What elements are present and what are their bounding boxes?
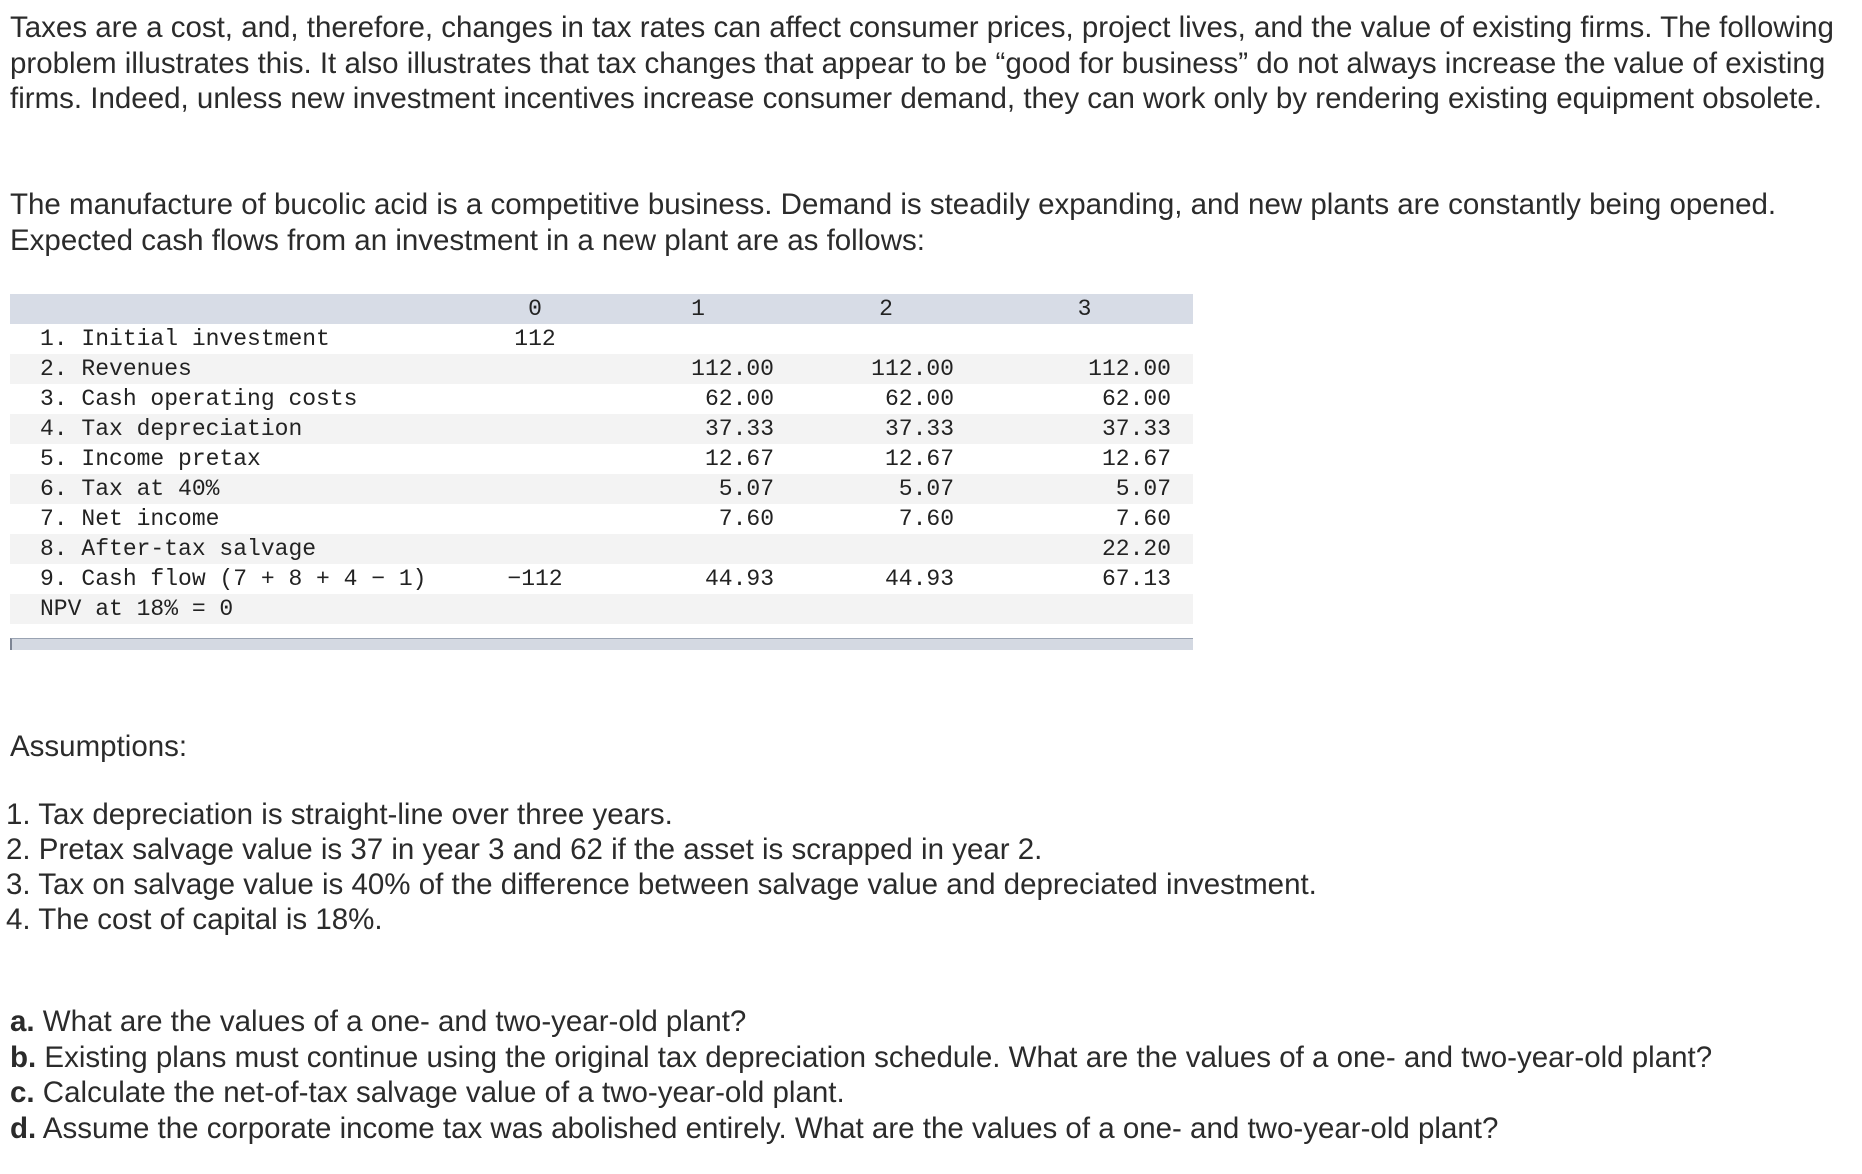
table-row [10,534,1193,564]
cell-year-2: 44.93 [884,566,954,592]
question-item [10,1111,1712,1147]
question-text: Existing plans must continue using the original tax depreciation schedule. What are the values of a one- and two-year-old plant? [36,1040,1713,1074]
assumption-item: 2. Pretax salvage value is 37 in year 3 and 62 if the asset is scrapped in year 2. [6,833,1043,866]
cell-year-2: 37.33 [884,416,954,442]
cash-flow-table-container [10,294,1193,650]
table-row [10,504,1193,534]
cell-year-3: 67.13 [1101,566,1171,592]
table-row [10,324,1193,354]
row-label: 9. Cash flow (7 + 8 + 4 − 1) [40,566,427,592]
cell-year-1 [600,534,796,564]
table-body [10,324,1193,624]
header-label [10,294,470,324]
cell-year-0 [470,414,600,444]
table-row [10,414,1193,444]
cell-year-0 [470,594,600,624]
cell-year-1: 62.00 [704,386,774,412]
question-text: Assume the corporate income tax was abolished entirely. What are the values of a one- and two-year-old plant? [36,1111,1499,1145]
question-letter: c. [10,1076,35,1109]
cell-year-3: 37.33 [1101,416,1171,442]
cell-year-1: 5.07 [718,476,774,502]
header-year-2: 2 [879,296,893,322]
row-label: 8. After-tax salvage [40,536,317,562]
row-label: 5. Income pretax [40,446,261,472]
question-letter: d. [10,1111,37,1145]
cell-year-2: 7.60 [898,506,954,532]
table-row [10,354,1193,384]
cell-year-2 [796,534,976,564]
question-letter: a. [10,1005,35,1038]
assumptions-heading: Assumptions: [10,730,188,763]
cell-year-1: 44.93 [704,566,774,592]
table-row [10,564,1193,594]
row-label: 4. Tax depreciation [40,416,303,442]
table-scrollbar[interactable] [10,638,1193,650]
cell-year-1 [600,324,796,354]
question-item [10,1075,1712,1111]
row-label: NPV at 18% = 0 [40,596,234,622]
intro-paragraph: Taxes are a cost, and, therefore, changes in tax rates can affect consumer prices, project lives, and the value of existing firms. The following problem illustrates this. It also illustrates that tax changes that appear to be “good for business” do not always increase the value of existing firms. Indeed, unless new investment incentives increase consumer demand, they can work only by rendering existing equipment obsolete. [10,11,1834,115]
cell-year-3: 112.00 [1088,356,1171,382]
cell-year-0 [470,534,600,564]
row-label: 2. Revenues [40,356,192,382]
cell-year-0: −112 [507,566,563,592]
question-text: What are the values of a one- and two-year-old plant? [34,1005,747,1038]
assumption-item: 4. The cost of capital is 18%. [6,903,383,936]
cell-year-3: 22.20 [1101,536,1171,562]
assumptions-list [6,797,1317,937]
row-label: 3. Cash operating costs [40,386,358,412]
cell-year-2: 62.00 [884,386,954,412]
cell-year-2 [796,324,976,354]
cell-year-2 [796,594,976,624]
assumption-item: 3. Tax on salvage value is 40% of the difference between salvage value and depreciated investment. [6,868,1317,901]
cell-year-3 [976,594,1193,624]
question-letter: b. [10,1040,37,1074]
table-row [10,384,1193,414]
assumption-item: 1. Tax depreciation is straight-line over three years. [6,798,673,831]
cell-year-0 [470,474,600,504]
cell-year-3: 5.07 [1115,476,1171,502]
row-label: 7. Net income [40,506,220,532]
row-label: 6. Tax at 40% [40,476,220,502]
cell-year-0 [470,354,600,384]
cell-year-2: 5.07 [898,476,954,502]
header-year-3: 3 [1077,296,1092,322]
header-year-0: 0 [528,296,542,322]
question-item [10,1004,1712,1040]
cell-year-1 [600,594,796,624]
cell-year-1: 7.60 [718,506,774,532]
cell-year-2: 12.67 [884,446,954,472]
cell-year-0 [470,444,600,474]
setup-paragraph: The manufacture of bucolic acid is a competitive business. Demand is steadily expanding, and new plants are constantly being opened. Expected cash flows from an investment in a new plant are as follows: [10,188,1777,257]
cell-year-3: 62.00 [1101,386,1171,412]
table-row [10,594,1193,624]
table-header-row [10,294,1193,324]
cell-year-1: 12.67 [704,446,774,472]
cell-year-0 [470,384,600,414]
question-item [10,1040,1712,1076]
cell-year-3: 7.60 [1115,506,1171,532]
questions-list [10,1004,1712,1146]
table-row [10,474,1193,504]
cell-year-2: 112.00 [871,356,954,382]
question-text: Calculate the net-of-tax salvage value of a two-year-old plant. [34,1076,845,1109]
cell-year-0: 112 [514,326,556,352]
header-year-1: 1 [691,296,705,322]
cell-year-0 [470,504,600,534]
cell-year-3: 12.67 [1101,446,1171,472]
cell-year-1: 112.00 [691,356,774,382]
row-label: 1. Initial investment [40,326,330,352]
cell-year-3 [976,324,1193,354]
cell-year-1: 37.33 [704,416,774,442]
cash-flow-table [10,294,1193,624]
table-row [10,444,1193,474]
